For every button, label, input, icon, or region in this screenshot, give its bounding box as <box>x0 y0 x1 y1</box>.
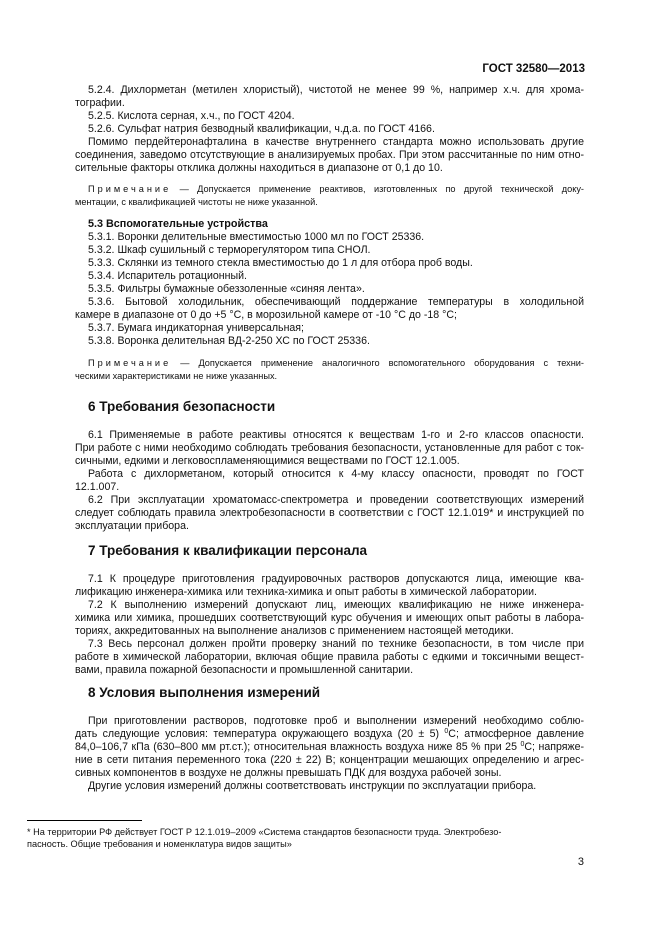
note-label: Примечание <box>88 358 172 368</box>
section-8-heading: 8 Условия выполнения измерений <box>88 685 321 700</box>
footnote-line: * На территории РФ действует ГОСТ Р 12.1.019–2009 «Система стандартов безопасности труда. Электробезо- <box>27 827 502 837</box>
paragraph-line: 6.1 Применяемые в работе реактивы относятся к веществам 1-го и 2-го классов опасности. <box>88 429 584 441</box>
paragraph-line: лификацию инженера-химика или техника-химика и опыт работы в химической лаборатории. <box>75 586 538 598</box>
note-text: ментации, с квалификацией чистоты не ниже указанной. <box>75 197 318 207</box>
paragraph-line: химика или химика, прошедших соответствующий курс обучения и имеющих опыт работы в лабора- <box>75 612 584 624</box>
document-id-header: ГОСТ 32580—2013 <box>482 63 585 75</box>
paragraph-line: ние в сети питания переменного тока (220 ± 22) В; концентрации мешающих определению и агрес- <box>75 754 584 766</box>
section-5-2-items <box>75 84 584 175</box>
paragraph-line: Другие условия измерений должны соответствовать инструкции по эксплуатации прибора. <box>88 780 537 792</box>
list-item: 5.3.3. Склянки из темного стекла вместимостью до 1 л для отбора проб воды. <box>88 257 473 269</box>
section-6-body <box>75 429 584 533</box>
paragraph-line: 5.2.6. Сульфат натрия безводный квалификации, ч.д.а. по ГОСТ 4166. <box>88 123 435 135</box>
page-number: 3 <box>577 856 584 868</box>
section-5-3-heading: 5.3 Вспомогательные устройства <box>88 218 268 230</box>
paragraph-line: 5.2.4. Дихлорметан (метилен хлористый), чистотой не менее 99 %, например х.ч. для хрома- <box>88 84 584 96</box>
section-8-body <box>75 715 584 793</box>
note-reagents <box>75 183 584 209</box>
paragraph-line: Работа с дихлорметаном, который относится к 4-му классу опасности, проводят по ГОСТ <box>88 468 584 480</box>
paragraph-line: ториях, аккредитованных на выполнение анализов с применением настоящей методики. <box>75 625 514 637</box>
superscript: 0 <box>444 728 449 735</box>
footnote <box>27 826 587 850</box>
paragraph-line <box>75 741 584 754</box>
text-run: дать следующие условия: температура окружающего воздуха (20 ± 5) <box>75 728 445 740</box>
list-item: 5.3.5. Фильтры бумажные обеззоленные «синяя лента». <box>88 283 365 295</box>
paragraph-line: Помимо пердейтеронафталина в качестве внутреннего стандарта можно использовать другие <box>88 136 584 148</box>
note-equipment <box>75 357 584 383</box>
note-text: ческими характеристиками не ниже указанных. <box>75 371 278 381</box>
list-item: камере в диапазоне от 0 до +5 °С, в морозильной камере от -10 °С до -18 °С; <box>75 309 457 321</box>
paragraph-line <box>75 728 584 741</box>
paragraph-line: 12.1.007. <box>75 481 120 493</box>
text-run: 84,0–106,7 кПа (630–800 мм рт.ст.); относительная влажность воздуха ниже 85 % при 25 <box>75 741 521 753</box>
note-label: Примечание <box>88 184 172 194</box>
list-item: 5.3.2. Шкаф сушильный с терморегулятором типа СНОЛ. <box>88 244 371 256</box>
paragraph-line: 7.1 К процедуре приготовления градуировочных растворов допускаются лица, имеющие ква- <box>88 573 584 585</box>
footnote-line: пасность. Общие требования и номенклатура видов защиты» <box>27 839 292 849</box>
footnote-divider <box>27 820 142 821</box>
section-5-3-items <box>75 231 584 348</box>
paragraph-line: 7.2 К выполнению измерений допускают лиц, имеющих квалификацию не ниже инженера- <box>88 599 584 611</box>
paragraph-line: эксплуатации прибора. <box>75 520 189 532</box>
paragraph-line: 6.2 При эксплуатации хроматомасс-спектрометра и проведении соответствующих измерений <box>88 494 584 506</box>
list-item: 5.3.8. Воронка делительная ВД-2-250 ХС по ГОСТ 25336. <box>88 335 370 347</box>
text-run: С; напряже- <box>524 741 584 753</box>
paragraph-line: 5.2.5. Кислота серная, х.ч., по ГОСТ 4204. <box>88 110 295 122</box>
paragraph-line: сивных компонентов в воздухе не должны превышать ПДК для воздуха рабочей зоны. <box>75 767 502 779</box>
paragraph-line: тографии. <box>75 97 125 109</box>
note-text: — Допускается применение реактивов, изготовленных по другой технической доку- <box>179 184 584 194</box>
list-item: 5.3.4. Испаритель ротационный. <box>88 270 247 282</box>
paragraph-line: работе в химической лаборатории, включая общие правила работы с едкими и токсичными вещест- <box>75 651 584 663</box>
paragraph-line: При работе с ними необходимо соблюдать требования безопасности, установленные для работ с ток- <box>75 442 584 454</box>
list-item: 5.3.6. Бытовой холодильник, обеспечивающий поддержание температуры в холодильной <box>88 296 584 308</box>
superscript: 0 <box>520 741 525 748</box>
paragraph-line: сичными, едкими и легковоспламеняющимися веществами по ГОСТ 12.1.005. <box>75 455 460 467</box>
note-text: — Допускается применение аналогичного вспомогательного оборудования с техни- <box>180 358 584 368</box>
list-item: 5.3.1. Воронки делительные вместимостью 1000 мл по ГОСТ 25336. <box>88 231 425 243</box>
section-7-body <box>75 573 584 677</box>
section-6-heading: 6 Требования безопасности <box>88 399 276 414</box>
list-item: 5.3.7. Бумага индикаторная универсальная; <box>88 322 304 334</box>
paragraph-line: соединения, заведомо отсутствующие в анализируемых пробах. При этом рассчитанные по ним отно- <box>75 149 584 161</box>
paragraph-line: При приготовлении растворов, подготовке проб и выполнении измерений необходимо соблю- <box>88 715 584 727</box>
paragraph-line: следует соблюдать правила электробезопасности в соответствии с ГОСТ 12.1.019* и инструкцией по <box>75 507 584 519</box>
paragraph-line: вами, правила пожарной безопасности и промышленной санитарии. <box>75 664 414 676</box>
paragraph-line: 7.3 Весь персонал должен пройти проверку знаний по технике безопасности, в том числе при <box>88 638 584 650</box>
text-run: С; атмосферное давление <box>448 728 584 740</box>
paragraph-line: сительные факторы отклика должны находиться в диапазоне от 0,1 до 10. <box>75 162 443 174</box>
section-7-heading: 7 Требования к квалификации персонала <box>88 543 368 558</box>
